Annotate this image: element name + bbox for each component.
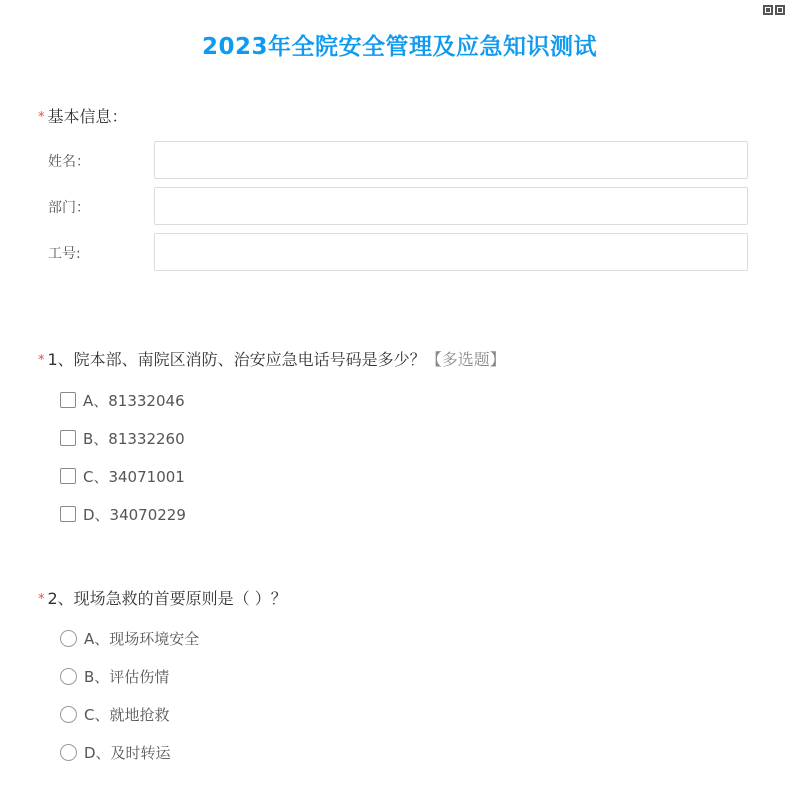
employee-id-label: 工号: — [48, 246, 81, 262]
checkbox-icon[interactable] — [60, 468, 76, 484]
question-1-option-d[interactable] — [60, 504, 186, 524]
department-label: 部门： — [48, 200, 90, 216]
employee-id-input[interactable] — [154, 233, 748, 271]
question-1-hint: 【多选题】 — [425, 350, 506, 369]
question-2-option-a[interactable] — [60, 628, 199, 648]
radio-icon[interactable] — [60, 630, 77, 647]
radio-icon[interactable] — [60, 706, 77, 723]
required-mark: * — [38, 353, 45, 368]
question-2-option-b[interactable] — [60, 666, 169, 686]
required-mark: * — [38, 110, 45, 125]
name-input[interactable] — [154, 141, 748, 179]
checkbox-icon[interactable] — [60, 392, 76, 408]
question-2-title — [38, 586, 287, 609]
question-2-option-d[interactable] — [60, 742, 171, 762]
option-label: D、34070229 — [83, 505, 186, 524]
option-label: A、81332046 — [83, 391, 185, 410]
survey-title: 2023年全院安全管理及应急知识测试 — [201, 34, 597, 60]
name-label: 姓名： — [48, 154, 90, 170]
option-label: D、及时转运 — [84, 743, 171, 762]
qr-code-icon[interactable] — [763, 0, 785, 10]
radio-icon[interactable] — [60, 744, 77, 761]
option-label: A、现场环境安全 — [84, 629, 200, 648]
radio-icon[interactable] — [60, 668, 77, 685]
question-1-option-a[interactable] — [60, 390, 185, 410]
question-2-text: 2、现场急救的首要原则是（ ）？ — [47, 589, 287, 608]
question-2-option-c[interactable] — [60, 704, 169, 724]
question-1-text: 1、院本部、南院区消防、治安应急电话号码是多少？ — [47, 350, 426, 369]
option-label: C、34071001 — [83, 467, 185, 486]
required-mark: * — [38, 592, 45, 607]
question-1-option-b[interactable] — [60, 428, 185, 448]
basic-info-label: 基本信息： — [47, 107, 128, 126]
basic-info-heading — [38, 104, 128, 127]
checkbox-icon[interactable] — [60, 506, 76, 522]
checkbox-icon[interactable] — [60, 430, 76, 446]
question-1-option-c[interactable] — [60, 466, 185, 486]
option-label: B、评估伤情 — [84, 667, 170, 686]
question-1-title — [38, 347, 506, 370]
department-input[interactable] — [154, 187, 748, 225]
option-label: C、就地抢救 — [84, 705, 170, 724]
option-label: B、81332260 — [83, 429, 185, 448]
